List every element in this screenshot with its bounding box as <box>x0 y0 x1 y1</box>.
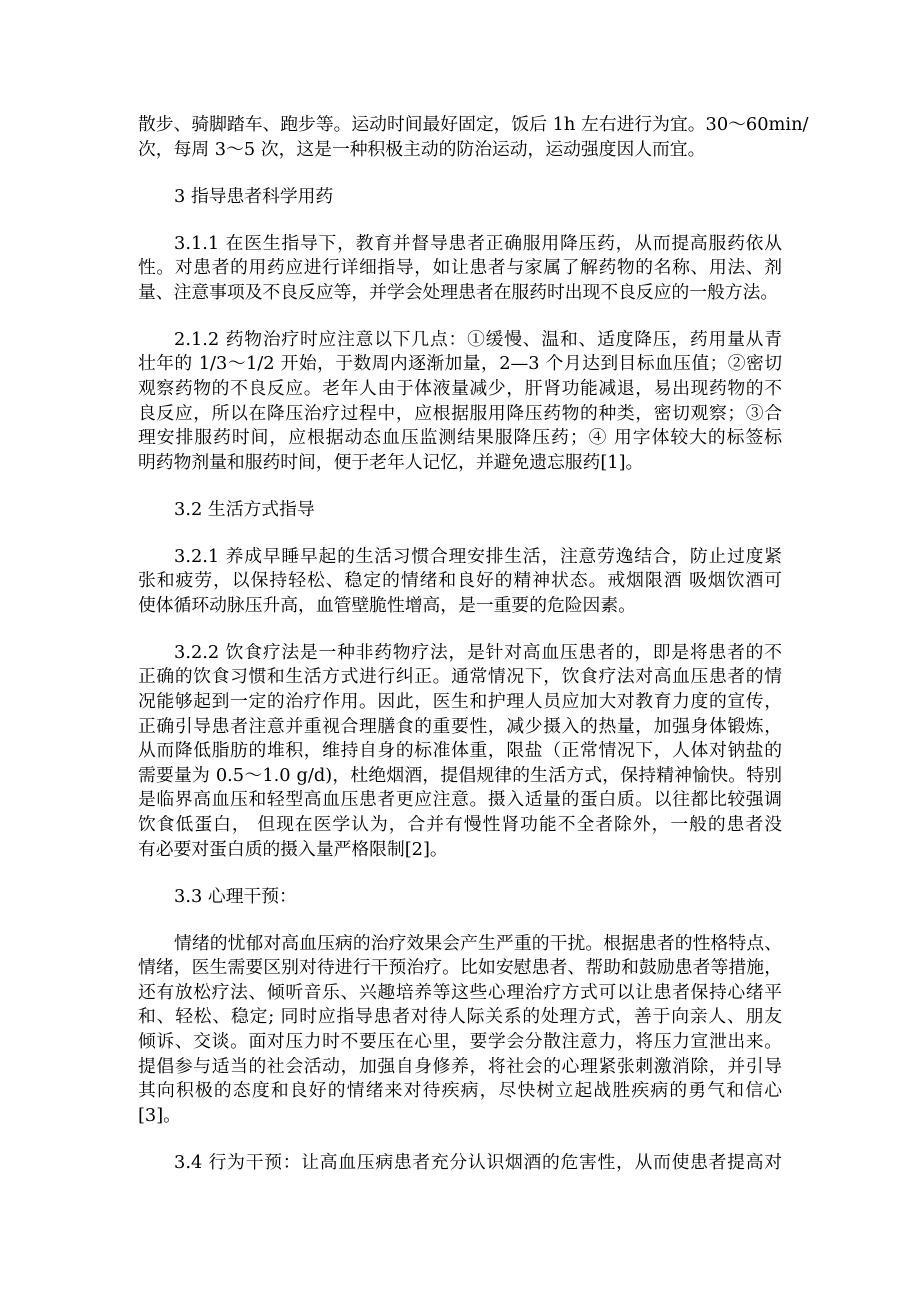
document-body <box>138 113 809 1175</box>
section-3-3 <box>138 885 782 910</box>
text-line: 观察药物的不良反应。老年人由于体液量减少，肝肾功能减退，易出现药物的不 <box>138 377 782 399</box>
text-line: 正确的饮食习惯和生活方式进行纠正。通常情况下，饮食疗法对高血压患者的情 <box>138 666 782 688</box>
text-line: 饮食低蛋白， 但现在医学认为，合并有慢性肾功能不全者除外，一般的患者没 <box>138 814 782 835</box>
text-line: 情绪，医生需要区别对待进行干预治疗。比如安慰患者、帮助和鼓励患者等措施， <box>138 957 782 979</box>
text-line: 性。对患者的用药应进行详细指导，如让患者与家属了解药物的名称、用法、剂 <box>138 257 782 279</box>
text-line: 是临界高血压和轻型高血压患者更应注意。摄入适量的蛋白质。以往都比较强调 <box>138 789 782 811</box>
text-line: 其向积极的态度和良好的情绪来对待疾病，尽快树立起战胜疾病的勇气和信心 <box>138 1080 782 1102</box>
section-heading: 3.3 心理干预： <box>174 885 297 907</box>
paragraph-intro <box>138 113 809 162</box>
section-heading: 3 指导患者科学用药 <box>174 185 334 207</box>
text-line: 2.1.2 药物治疗时应注意以下几点：①缓慢、温和、适度降压，药用量从青 <box>174 328 782 350</box>
text-line: 明药物剂量和服药时间，便于老年人记忆，并避免遗忘服药[1]。 <box>138 451 644 473</box>
paragraph-3-1-1 <box>138 232 782 306</box>
text-line: [3]。 <box>138 1104 181 1126</box>
text-line: 倾诉、交谈。面对压力时不要压在心里，要学会分散注意力，将压力宣泄出来。 <box>138 1030 782 1052</box>
text-line: 情绪的忧郁对高血压病的治疗效果会产生严重的干扰。根据患者的性格特点、 <box>174 932 782 954</box>
text-line: 需要量为 0.5～1.0 g/d)，杜绝烟酒，提倡规律的生活方式，保持精神愉快。特别 <box>138 764 782 786</box>
text-line: 理安排服药时间，应根据动态血压监测结果服降压药；④ 用字体较大的标签标 <box>138 427 782 449</box>
text-line: 正确引导患者注意并重视合理膳食的重要性，减少摄入的热量，加强身体锻炼， <box>138 715 782 737</box>
text-line: 使体循环动脉压升高，血管壁脆性增高，是一重要的危险因素。 <box>138 594 636 616</box>
text-line: 壮年的 1/3～1/2 开始，于数周内逐渐加量，2—3 个月达到目标血压值；②密切 <box>138 353 782 375</box>
text-line: 3.2.1 养成早睡早起的生活习惯合理安排生活，注意劳逸结合，防止过度紧 <box>174 545 782 567</box>
paragraph-3-2-1 <box>138 545 782 619</box>
text-line: 良反应，所以在降压治疗过程中，应根据服用降压药物的种类，密切观察；③合 <box>138 402 782 424</box>
section-heading: 3.2 生活方式指导 <box>174 498 315 520</box>
text-line: 次，每周 3～5 次，这是一种积极主动的防治运动，运动强度因人而宜。 <box>138 138 706 160</box>
text-line: 提倡参与适当的社会活动，加强自身修养，将社会的心理紧张刺激消除，并引导 <box>138 1055 782 1077</box>
text-line: 3.4 行为干预：让高血压病患者充分认识烟酒的危害性，从而使患者提高对 <box>174 1151 782 1173</box>
text-line: 从而降低脂肪的堆积，维持自身的标准体重，限盐（正常情况下，人体对钠盐的 <box>138 740 782 762</box>
section-3 <box>138 185 782 210</box>
text-line: 散步、骑脚踏车、跑步等。运动时间最好固定，饭后 1h 左右进行为宜。30～60min/ <box>138 114 809 135</box>
paragraph-2-1-2 <box>138 328 782 476</box>
paragraph-3-2-2 <box>138 641 782 862</box>
paragraph-3-4 <box>138 1151 782 1176</box>
text-line: 况能够起到一定的治疗作用。因此，医生和护理人员应加大对教育力度的宣传， <box>138 691 782 713</box>
text-line: 有必要对蛋白质的摄入量严格限制[2]。 <box>138 838 448 860</box>
text-line: 量、注意事项及不良反应等，并学会处理患者在服药时出现不良反应的一般方法。 <box>138 281 779 303</box>
text-line: 张和疲劳，以保持轻松、稳定的情绪和良好的精神状态。戒烟限酒 吸烟饮酒可 <box>138 570 782 592</box>
text-line: 3.2.2 饮食疗法是一种非药物疗法，是针对高血压患者的，即是将患者的不 <box>174 641 782 663</box>
paragraph-3-3 <box>138 932 782 1129</box>
section-3-2 <box>138 498 782 523</box>
text-line: 和、轻松、稳定; 同时应指导患者对待人际关系的处理方式，善于向亲人、朋友 <box>138 1006 782 1028</box>
text-line: 3.1.1 在医生指导下，教育并督导患者正确服用降压药，从而提高服药依从 <box>174 232 782 254</box>
text-line: 还有放松疗法、倾听音乐、兴趣培养等这些心理治疗方式可以让患者保持心绪平 <box>138 981 782 1003</box>
